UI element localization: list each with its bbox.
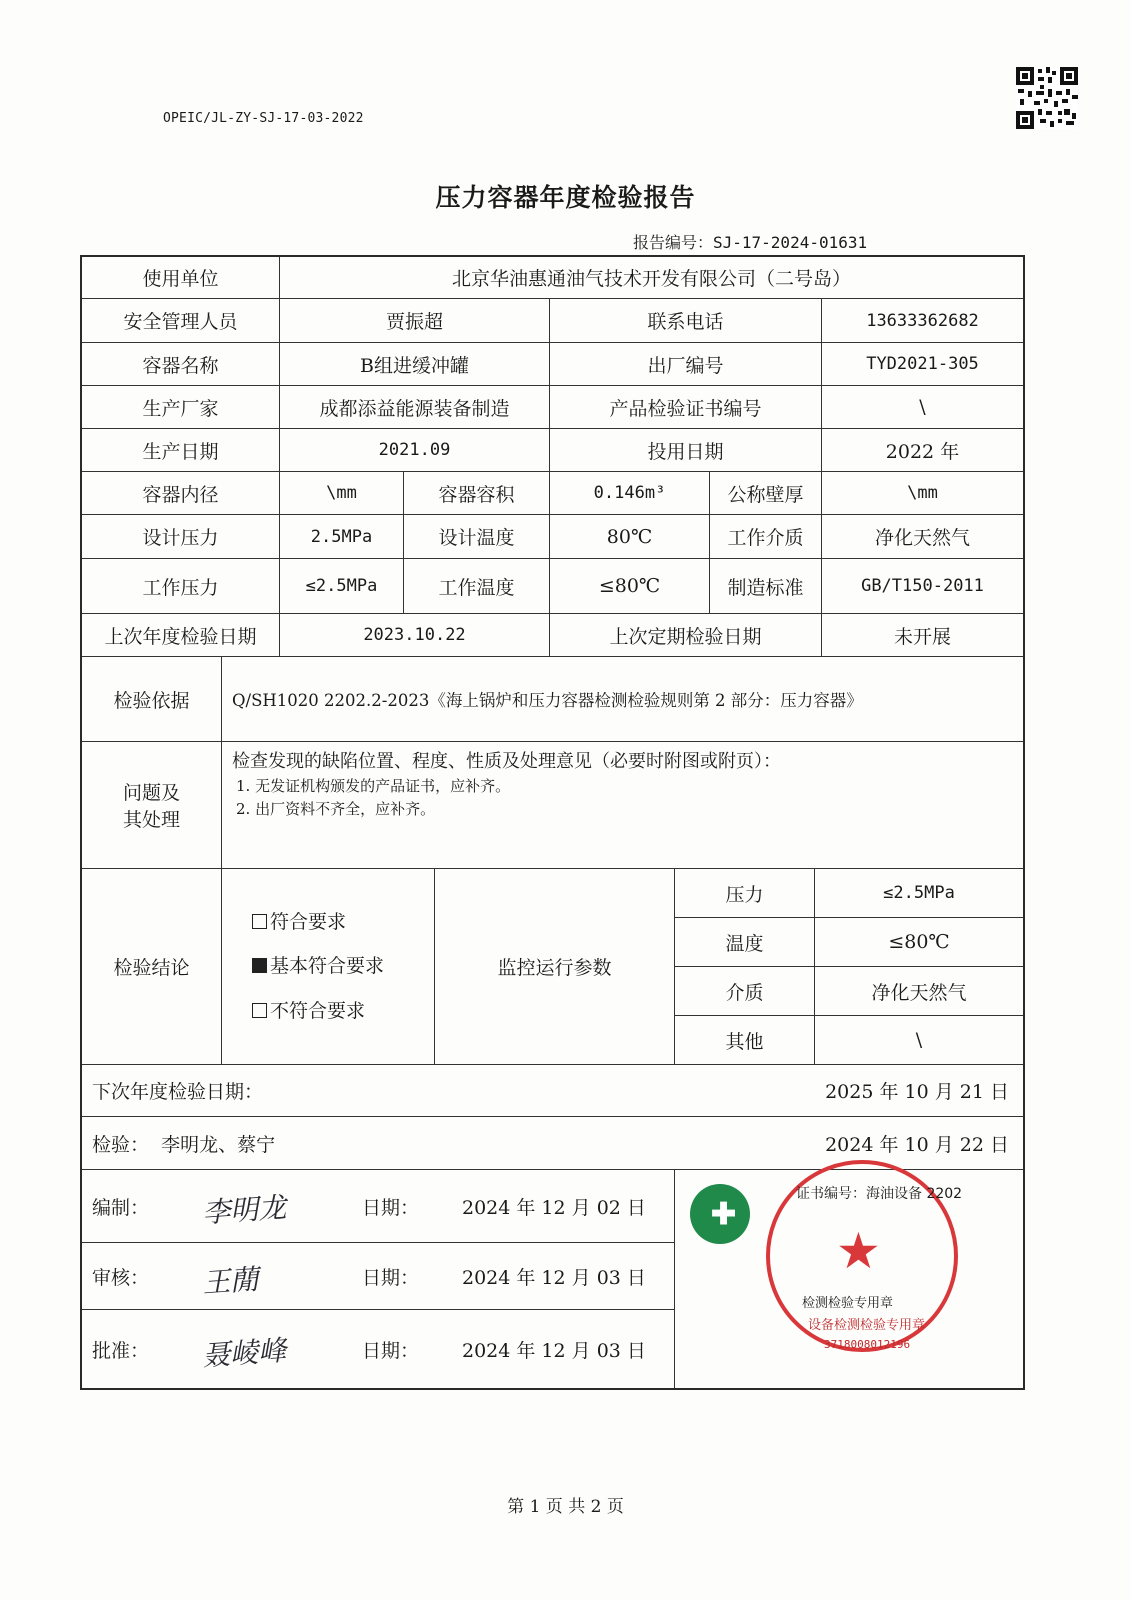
work-temperature-value: ≤80℃ — [550, 559, 710, 614]
document-code: OPEIC/JL-ZY-SJ-17-03-2022 — [163, 111, 364, 126]
cert-number-value: \ — [822, 386, 1023, 429]
phone-label: 联系电话 — [550, 299, 822, 343]
checkbox-filled-icon — [252, 958, 267, 973]
conclusion-options — [222, 869, 435, 1065]
factory-number-label: 出厂编号 — [550, 343, 822, 386]
cross-icon: ✚ — [711, 1197, 737, 1232]
issues-label: 问题及 其处理 — [82, 742, 222, 869]
inspect-date: 2024 年 10 月 22 日 — [825, 1133, 1009, 1156]
design-temperature-value: 80℃ — [550, 515, 710, 559]
basis-label: 检验依据 — [82, 657, 222, 742]
medium-value: 净化天然气 — [822, 515, 1023, 559]
next-inspection-value: 2025 年 10 月 21 日 — [825, 1081, 1009, 1103]
issues-header: 检查发现的缺陷位置、程度、性质及处理意见（必要时附图或附页）： — [232, 751, 781, 772]
last-annual-value: 2023.10.22 — [280, 614, 550, 657]
issue-item: 1. 无发证机构颁发的产品证书，应补齐。 — [236, 777, 511, 795]
factory-number-value: TYD2021-305 — [822, 343, 1023, 386]
report-number: 报告编号：SJ-17-2024-01631 — [633, 233, 868, 252]
phone-value: 13633362682 — [822, 299, 1023, 343]
design-pressure-value: 2.5MPa — [280, 515, 404, 559]
last-periodic-value: 未开展 — [822, 614, 1023, 657]
param-medium-label: 介质 — [675, 967, 815, 1016]
volume-value: 0.146m³ — [550, 472, 710, 515]
param-medium-value: 净化天然气 — [815, 967, 1023, 1016]
last-periodic-label: 上次定期检验日期 — [550, 614, 822, 657]
option-basically-conform: 基本符合要求 — [252, 944, 384, 989]
page-number: 第 1 页 共 2 页 — [507, 1497, 624, 1517]
param-other-value: \ — [815, 1016, 1023, 1065]
signature: 聂崚峰 — [201, 1333, 288, 1373]
inspectors-label: 检验： — [92, 1133, 150, 1156]
vessel-name-value: B组进缓冲罐 — [280, 343, 550, 386]
sign-row-review: 审核： 王蕑 日期： 2024 年 12 月 03 日 — [82, 1243, 675, 1310]
seal-text-2: 设备检测检验专用章 — [808, 1318, 926, 1333]
basis-value: Q/SH1020 2202.2-2023《海上锅炉和压力容器检测检验规则第 2 部分：压力容器》 — [222, 657, 1023, 742]
option-conform: 符合要求 — [252, 900, 384, 945]
work-temperature-label: 工作温度 — [404, 559, 550, 614]
standard-label: 制造标准 — [710, 559, 822, 614]
use-date-label: 投用日期 — [550, 429, 822, 472]
production-date-value: 2021.09 — [280, 429, 550, 472]
work-pressure-value: ≤2.5MPa — [280, 559, 404, 614]
next-inspection-row — [82, 1065, 1023, 1117]
medium-label: 工作介质 — [710, 515, 822, 559]
vessel-name-label: 容器名称 — [82, 343, 280, 386]
wall-thickness-value: \mm — [822, 472, 1023, 515]
param-other-label: 其他 — [675, 1016, 815, 1065]
inspectors-value: 李明龙、蔡宁 — [161, 1133, 276, 1156]
production-date-label: 生产日期 — [82, 429, 280, 472]
stamp-cert-number: 证书编号：海油设备 2202 — [796, 1186, 963, 1202]
monitor-label: 监控运行参数 — [435, 869, 675, 1065]
manufacturer-value: 成都添益能源装备制造 — [280, 386, 550, 429]
user-unit-value: 北京华油惠通油气技术开发有限公司（二号岛） — [280, 257, 1023, 299]
param-pressure-label: 压力 — [675, 869, 815, 918]
design-pressure-label: 设计压力 — [82, 515, 280, 559]
param-temperature-value: ≤80℃ — [815, 918, 1023, 967]
checkbox-empty-icon — [252, 914, 267, 929]
use-date-value: 2022 年 — [822, 429, 1023, 472]
star-icon: ★ — [836, 1222, 881, 1280]
report-title: 压力容器年度检验报告 — [435, 183, 696, 212]
issues-content — [222, 742, 1023, 869]
signature: 王蕑 — [201, 1262, 260, 1300]
option-not-conform: 不符合要求 — [252, 989, 384, 1034]
seal-text-1: 检测检验专用章 — [802, 1296, 894, 1311]
work-pressure-label: 工作压力 — [82, 559, 280, 614]
sign-row-approve: 批准： 聂崚峰 日期： 2024 年 12 月 03 日 — [82, 1310, 675, 1388]
inner-diameter-value: \mm — [280, 472, 404, 515]
signature: 李明龙 — [201, 1190, 288, 1230]
conclusion-label: 检验结论 — [82, 869, 222, 1065]
safety-manager-value: 贾振超 — [280, 299, 550, 343]
issue-item: 2. 出厂资料不齐全，应补齐。 — [236, 799, 436, 818]
standard-value: GB/T150-2011 — [822, 559, 1023, 614]
safety-manager-label: 安全管理人员 — [82, 299, 280, 343]
wall-thickness-label: 公称壁厚 — [710, 472, 822, 515]
param-pressure-value: ≤2.5MPa — [815, 869, 1023, 918]
inner-diameter-label: 容器内径 — [82, 472, 280, 515]
volume-label: 容器容积 — [404, 472, 550, 515]
cert-number-label: 产品检验证书编号 — [550, 386, 822, 429]
qr-code-icon — [1016, 66, 1078, 130]
user-unit-label: 使用单位 — [82, 257, 280, 299]
param-temperature-label: 温度 — [675, 918, 815, 967]
manufacturer-label: 生产厂家 — [82, 386, 280, 429]
design-temperature-label: 设计温度 — [404, 515, 550, 559]
checkbox-empty-icon — [252, 1003, 267, 1018]
next-inspection-label: 下次年度检验日期： — [92, 1081, 264, 1103]
seal-number: 3718008012196 — [824, 1338, 911, 1351]
last-annual-label: 上次年度检验日期 — [82, 614, 280, 657]
sign-row-compile: 编制： 李明龙 日期： 2024 年 12 月 02 日 — [82, 1170, 675, 1243]
